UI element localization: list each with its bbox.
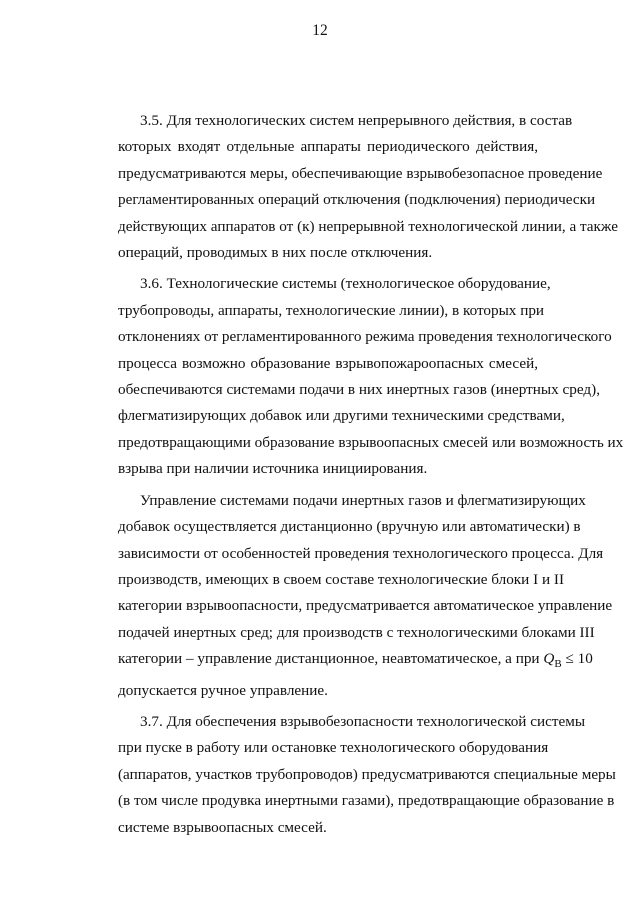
text-line: производств, имеющих в своем составе технологические блоки I и II bbox=[118, 570, 564, 588]
text-line: системе взрывоопасных смесей. bbox=[118, 818, 327, 836]
text-line: при пуске в работу или остановке технологического оборудования bbox=[118, 739, 549, 757]
text-line: предотвращающими образование взрывоопасных смесей или возможность их bbox=[118, 433, 624, 451]
text-line: Управление системами подачи инертных газов и флегматизирующих bbox=[140, 491, 586, 509]
document-body bbox=[118, 108, 624, 846]
text-line: зависимости от особенностей проведения технологического процесса. Для bbox=[118, 544, 604, 562]
text-line: операций, проводимых в них после отключения. bbox=[118, 244, 433, 262]
formula-inequality: ≤ 10 bbox=[561, 650, 593, 668]
paragraph-3-6 bbox=[118, 271, 624, 482]
page-number: 12 bbox=[312, 22, 328, 39]
text-line: (аппаратов, участков трубопроводов) предусматриваются специальные меры bbox=[118, 765, 616, 783]
text-line: 3.5. Для технологических систем непрерывного действия, в состав bbox=[140, 112, 573, 129]
formula-q-b bbox=[543, 650, 562, 671]
text-line: добавок осуществляется дистанционно (вручную или автоматически) в bbox=[118, 518, 581, 536]
text-line: трубопроводы, аппараты, технологические линии), в которых при bbox=[118, 301, 545, 319]
text-line: регламентированных операций отключения (подключения) периодически bbox=[118, 191, 596, 209]
text-line-with-formula bbox=[118, 646, 593, 677]
text-line: (в том числе продувка инертными газами), предотвращающие образование в bbox=[118, 792, 615, 810]
paragraph-3-5 bbox=[118, 108, 618, 266]
text-fragment: категории – управление дистанционное, неавтоматическое, а при bbox=[118, 650, 540, 668]
text-line: подачей инертных сред; для производств с технологическими блоками III bbox=[118, 623, 595, 641]
text-line: отклонениях от регламентированного режима проведения технологического bbox=[118, 328, 612, 346]
text-line: действующих аппаратов от (к) непрерывной технологической линии, а также bbox=[118, 217, 618, 235]
text-line: категории взрывоопасности, предусматривается автоматическое управление bbox=[118, 597, 613, 615]
formula-symbol: Q bbox=[543, 650, 555, 668]
text-line: процесса возможно образование взрывопожароопасных смесей, bbox=[118, 354, 538, 372]
text-line: которых входят отдельные аппараты периодического действия, bbox=[118, 138, 538, 156]
text-line: флегматизирующих добавок или другими техническими средствами, bbox=[118, 407, 565, 425]
formula-subscript: В bbox=[554, 658, 562, 671]
text-line: 3.6. Технологические системы (технологическое оборудование, bbox=[140, 275, 551, 293]
text-line: взрыва при наличии источника инициирования. bbox=[118, 460, 428, 478]
text-line: допускается ручное управление. bbox=[118, 681, 328, 699]
text-line: 3.7. Для обеспечения взрывобезопасности технологической системы bbox=[140, 712, 586, 730]
paragraph-inert-gas-control bbox=[118, 488, 613, 704]
text-line: обеспечиваются системами подачи в них инертных газов (инертных сред), bbox=[118, 381, 600, 399]
text-line: предусматриваются меры, обеспечивающие взрывобезопасное проведение bbox=[118, 164, 603, 182]
paragraph-3-7 bbox=[118, 709, 616, 841]
